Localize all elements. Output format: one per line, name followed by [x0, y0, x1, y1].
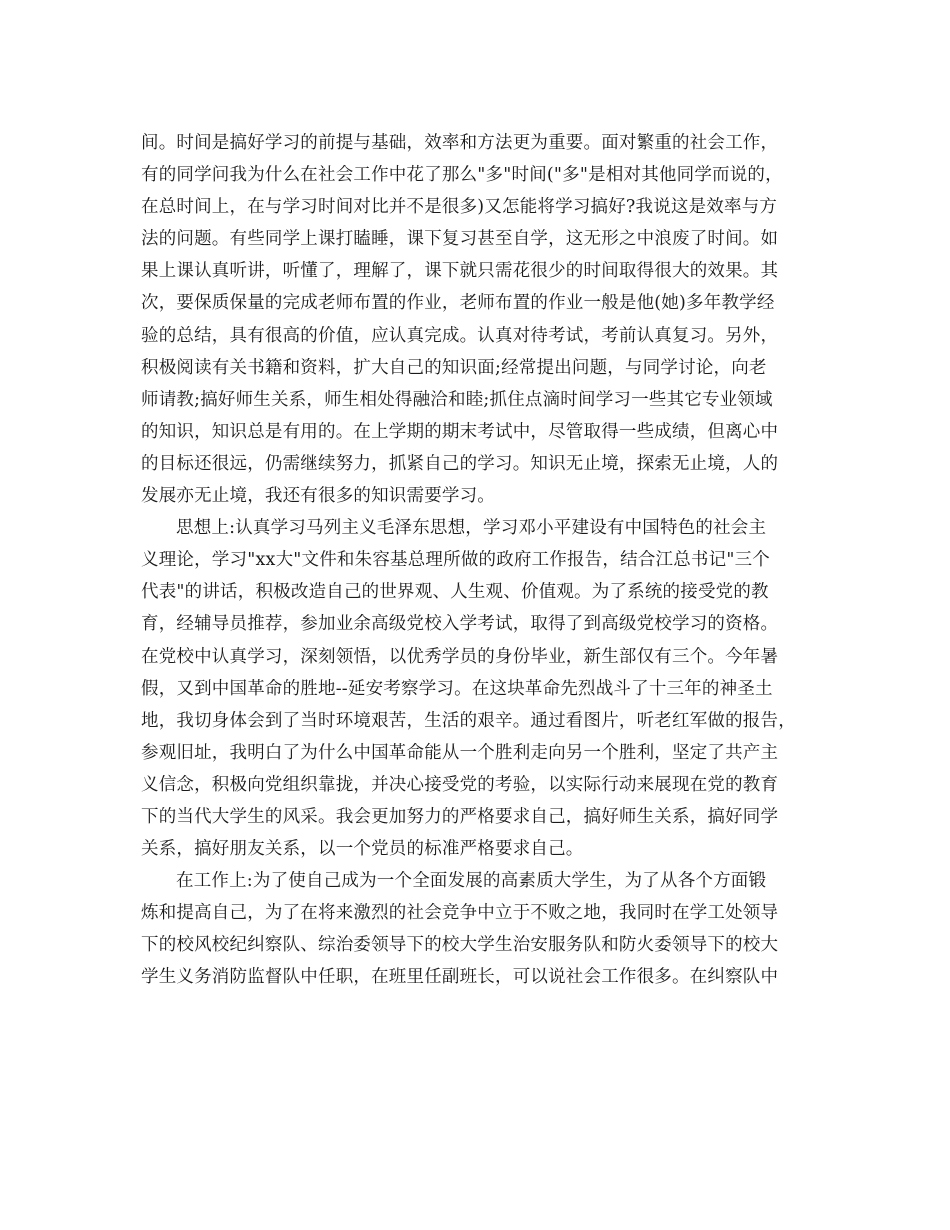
- text-line: 的知识，知识总是有用的。在上学期的期末考试中，尽管取得一些成绩，但离心中: [141, 421, 779, 442]
- text-line: 关系，搞好朋友关系，以一个党员的标准严格要求自己。: [141, 839, 584, 860]
- document-body-text: [141, 127, 821, 994]
- text-line: 在党校中认真学习，深刻领悟，以优秀学员的身份毕业，新生部仅有三个。今年暑: [141, 646, 779, 667]
- text-line: 炼和提高自己，为了在将来激烈的社会竞争中立于不败之地，我同时在学工处领导: [141, 903, 779, 924]
- text-line: 假，又到中国革命的胜地--延安考察学习。在这块革命先烈战斗了十三年的神圣土: [141, 678, 773, 699]
- text-line: 法的问题。有些同学上课打瞌睡，课下复习甚至自学，这无形之中浪废了时间。如: [141, 229, 779, 250]
- text-line: 地，我切身体会到了当时环境艰苦，生活的艰辛。通过看图片，听老红军做的报告，: [141, 710, 796, 731]
- text-line: 果上课认真听讲，听懂了，理解了，课下就只需花很少的时间取得很大的效果。其: [141, 261, 779, 282]
- text-line: 义信念，积极向党组织靠拢，并决心接受党的考验，以实际行动来展现在党的教育: [141, 774, 779, 795]
- text-line: 次，要保质保量的完成老师布置的作业，老师布置的作业一般是他(她)多年教学经: [141, 293, 775, 314]
- text-line: 间。时间是搞好学习的前提与基础，效率和方法更为重要。面对繁重的社会工作，: [141, 133, 779, 153]
- text-line: 的目标还很远，仍需继续努力，抓紧自己的学习。知识无止境，探索无止境，人的: [141, 453, 779, 474]
- paragraph-start-line: 思想上:认真学习马列主义毛泽东思想，学习邓小平建设有中国特色的社会主: [176, 518, 767, 539]
- text-line: 育，经辅导员推荐，参加业余高级党校入学考试，取得了到高级党校学习的资格。: [141, 614, 779, 635]
- paragraph-start-line: 在工作上:为了使自己成为一个全面发展的高素质大学生，为了从各个方面锻: [176, 871, 767, 892]
- text-line: 发展亦无止境，我还有很多的知识需要学习。: [141, 486, 495, 507]
- text-line: 代表"的讲话，积极改造自己的世界观、人生观、价值观。为了系统的接受党的教: [141, 582, 769, 603]
- text-line: 验的总结，具有很高的价值，应认真完成。认真对待考试，考前认真复习。另外，: [141, 325, 779, 346]
- text-line: 参观旧址，我明白了为什么中国革命能从一个胜利走向另一个胜利，坚定了共产主: [141, 742, 779, 763]
- text-line: 下的当代大学生的风采。我会更加努力的严格要求自己，搞好师生关系，搞好同学: [141, 806, 779, 827]
- text-line: 有的同学问我为什么在社会工作中花了那么"多"时间("多"是相对其他同学而说的，: [141, 165, 783, 186]
- text-line: 在总时间上，在与学习时间对比并不是很多)又怎能将学习搞好?我说这是效率与方: [141, 197, 778, 218]
- text-line: 师请教;搞好师生关系，师生相处得融洽和睦;抓住点滴时间学习一些其它专业领域: [141, 389, 773, 410]
- text-line: 义理论，学习"xx大"文件和朱容基总理所做的政府工作报告，结合江总书记"三个: [141, 550, 770, 571]
- text-line: 积极阅读有关书籍和资料，扩大自己的知识面;经常提出问题，与同学讨论，向老: [141, 357, 767, 378]
- text-line: 学生义务消防监督队中任职，在班里任副班长，可以说社会工作很多。在纠察队中: [141, 967, 779, 988]
- text-line: 下的校风校纪纠察队、综治委领导下的校大学生治安服务队和防火委领导下的校大: [141, 935, 779, 956]
